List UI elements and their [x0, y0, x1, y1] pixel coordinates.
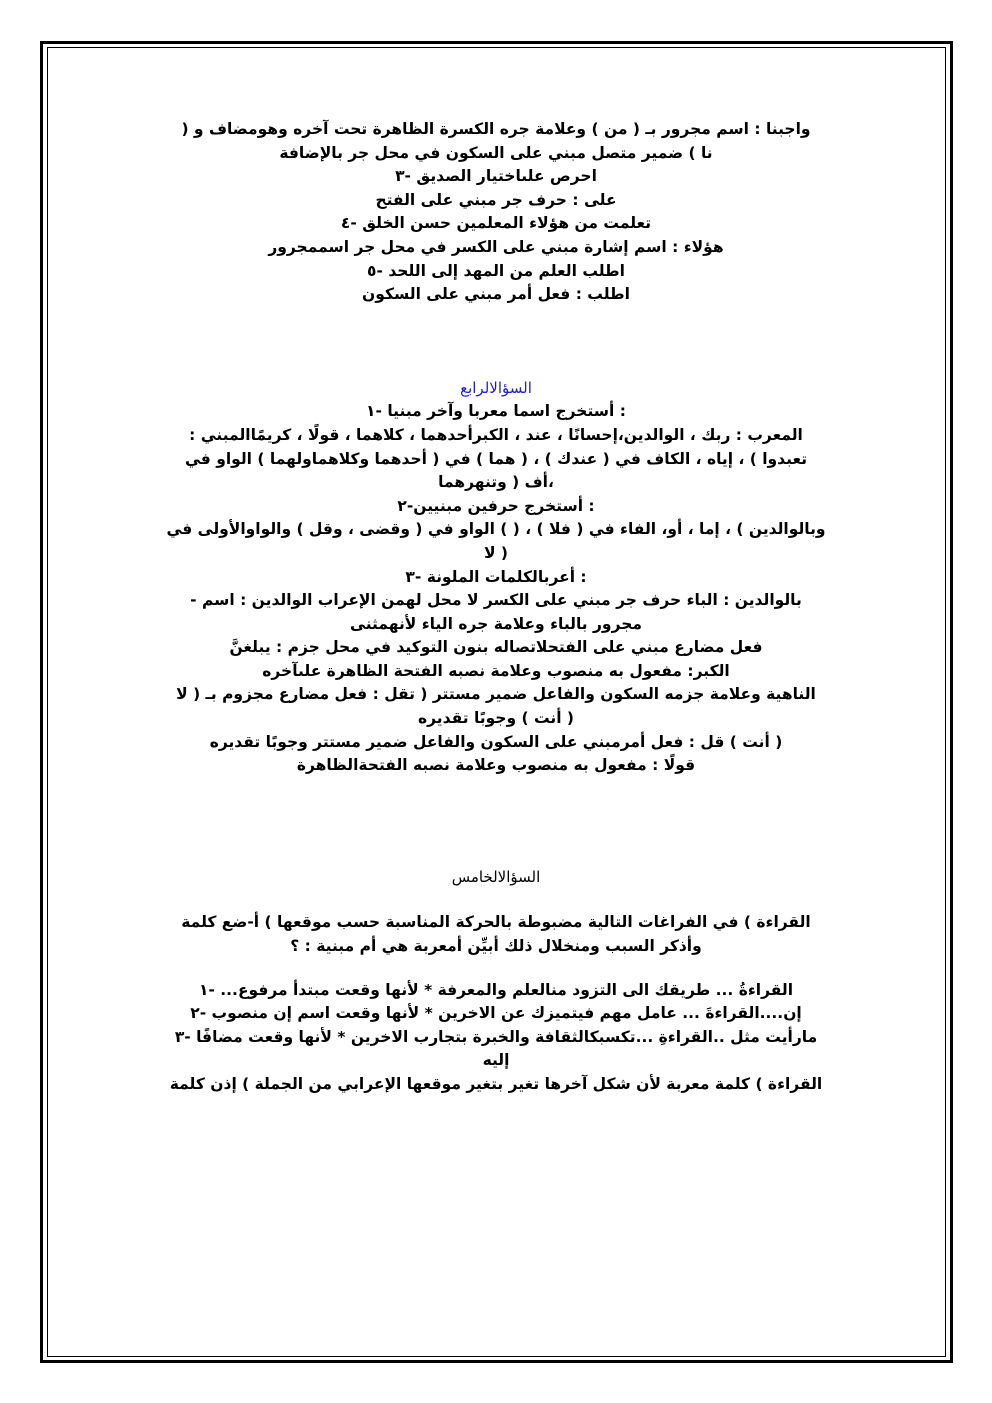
text-line: وبالوالدين ) ، إما ، أو، الفاء في ( فلا ) ، ( ) الواو في ( وقضى ، وقل ) والواوالأولى في [166, 520, 826, 539]
text-line: وأذكر السبب ومنخلال ذلك أبيِّن أمعربة هي أم مبنية : ؟ [290, 937, 702, 956]
section-answers-part-1 [140, 118, 852, 307]
text-line: الناهية وعلامة جزمه السكون والفاعل ضمير مستتر ( تقل : فعل مضارع مجزوم بـ ( لا [176, 685, 816, 704]
text-line: فعل مضارع مبني على الفتحلاتصاله بنون التوكيد في محل جزم : يبلغنَّ [229, 638, 763, 657]
text-line: القراءةُ ... طريقك الى التزود منالعلم والمعرفة * لأنها وقعت مبتدأ مرفوع... -١ [198, 980, 794, 999]
text-line: اطلب العلم من المهد إلى اللحد -٥ [367, 261, 625, 280]
text-line: مجرور بالباء وعلامة جره الياء لأنهمثنى [350, 614, 642, 633]
text-line: إليه [482, 1051, 510, 1070]
document-body [140, 118, 852, 1097]
text-line: ( لا [483, 543, 509, 562]
text-line: : أعربالكلمات الملونة -٣ [405, 567, 587, 586]
section-heading: السؤالالرابع [460, 378, 532, 397]
text-line: القراءة ) كلمة معربة لأن شكل آخرها تغير بتغير موقعها الإعرابي من الجملة ) إذن كلمة [169, 1075, 823, 1093]
text-line: : أستخرج اسما معربا وآخر مبنيا -١ [366, 402, 626, 421]
text-line: قولًا : مفعول به منصوب وعلامة نصبه الفتحةالظاهرة [296, 756, 696, 775]
text-line: واجبنا : اسم مجرور بـ ( من ) وعلامة جره الكسرة الظاهرة تحت آخره وهومضاف و ( [181, 120, 811, 138]
text-line: ( أنت ) وجوبًا تقديره [418, 709, 574, 728]
text-line: إن....القراءةَ ... عامل مهم فيتميزك عن الاخرين * لأنها وقعت اسم إن منصوب -٢ [190, 1004, 802, 1023]
section-question-five [140, 866, 852, 1097]
text-line: هؤلاء : اسم إشارة مبني على الكسر في محل جر اسممجرور [268, 237, 724, 256]
text-line: القراءة ) في الفراغات التالية مضبوطة بالحركة المناسبة حسب موقعها ) أ-ضع كلمة [181, 913, 811, 932]
text-line: ،أف ( وتنهرهما [438, 473, 554, 492]
text-line: تعلمت من هؤلاء المعلمين حسن الخلق -٤ [340, 214, 652, 233]
text-line: : أستخرج حرفين مبنيين-٢ [397, 496, 595, 515]
text-line: احرص علىاختيار الصديق -٣ [395, 167, 597, 186]
text-line: نا ) ضمير متصل مبني على السكون في محل جر بالإضافة [279, 143, 713, 162]
text-line: الكبر: مفعول به منصوب وعلامة نصبه الفتحة الظاهرة علىآخره [262, 661, 730, 680]
text-line: ( أنت ) قل : فعل أمرمبني على السكون والفاعل ضمير مستتر وجوبًا تقديره [209, 732, 783, 751]
text-line: اطلب : فعل أمر مبني على السكون [362, 285, 630, 304]
text-line: تعبدوا ) ، إياه ، الكاف في ( عندك ) ، ( هما ) في ( أحدهما وكلاهماولهما ) الواو في [184, 449, 808, 468]
section-heading: السؤالالخامس [451, 867, 541, 886]
section-question-four [140, 377, 852, 778]
text-line: المعرب : ربك ، الوالدين،إحسانًا ، عند ، الكبرأحدهما ، كلاهما ، قولًا ، كريمًاالمبني : [189, 425, 803, 444]
text-line: مارأيت مثل ..القراءةِ ...تكسبكالثقافة والخبرة بتجارب الاخرين * لأنها وقعت مضافًا -٣ [174, 1027, 818, 1046]
text-line: على : حرف جر مبني على الفتح [375, 190, 617, 209]
text-line: بالوالدين : الباء حرف جر مبني على الكسر لا محل لهمن الإعراب الوالدين : اسم - [190, 591, 802, 610]
